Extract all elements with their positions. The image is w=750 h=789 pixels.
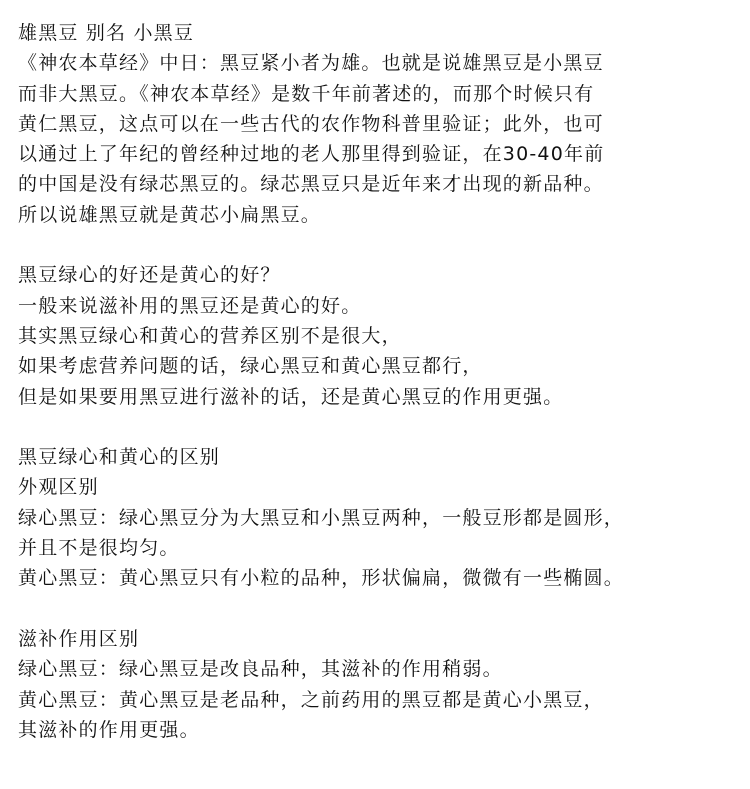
paragraph-line: 黄仁黑豆，这点可以在一些古代的农作物科普里验证；此外，也可 — [18, 112, 604, 135]
section-heading: 滋补作用区别 — [18, 627, 140, 650]
document-body — [18, 18, 743, 745]
paragraph-line: 绿心黑豆：绿心黑豆分为大黑豆和小黑豆两种，一般豆形都是圆形， — [18, 506, 625, 529]
paragraph-line: 其实黑豆绿心和黄心的营养区别不是很大， — [18, 324, 402, 347]
blank-line — [18, 230, 743, 260]
section-heading: 黑豆绿心的好还是黄心的好？ — [18, 264, 281, 287]
paragraph-line: 所以说雄黑豆就是黄芯小扁黑豆。 — [18, 203, 322, 226]
paragraph-line: 而非大黑豆。《神农本草经》是数千年前著述的，而那个时候只有 — [18, 82, 595, 105]
section-differences — [18, 442, 743, 593]
section-heading: 雄黑豆 别名 小黑豆 — [18, 22, 195, 44]
paragraph-line: 黄心黑豆：黄心黑豆是老品种，之前药用的黑豆都是黄心小黑豆， — [18, 688, 604, 711]
section-which-is-better — [18, 260, 743, 411]
paragraph-line: 《神农本草经》中日：黑豆紧小者为雄。也就是说雄黑豆是小黑豆 — [18, 52, 604, 75]
blank-line — [18, 412, 743, 442]
paragraph-line: 如果考虑营养问题的话，绿心黑豆和黄心黑豆都行， — [18, 355, 483, 378]
subsection-heading: 外观区别 — [18, 476, 99, 499]
blank-line — [18, 594, 743, 624]
paragraph-line: 但是如果要用黑豆进行滋补的话，还是黄心黑豆的作用更强。 — [18, 385, 564, 408]
paragraph-line: 并且不是很均匀。 — [18, 537, 180, 560]
section-nourishing-effect — [18, 624, 743, 745]
paragraph-line: 一般来说滋补用的黑豆还是黄心的好。 — [18, 294, 362, 317]
paragraph-line: 的中国是没有绿芯黑豆的。绿芯黑豆只是近年来才出现的新品种。 — [18, 173, 604, 196]
paragraph-line: 黄心黑豆：黄心黑豆只有小粒的品种，形状偏扁，微微有一些椭圆。 — [18, 567, 625, 590]
paragraph-line: 以通过上了年纪的曾经种过地的老人那里得到验证，在30-40年前 — [18, 143, 605, 166]
section-intro — [18, 18, 743, 230]
paragraph-line: 其滋补的作用更强。 — [18, 718, 200, 741]
paragraph-line: 绿心黑豆：绿心黑豆是改良品种，其滋补的作用稍弱。 — [18, 658, 503, 681]
section-heading: 黑豆绿心和黄心的区别 — [18, 446, 221, 469]
